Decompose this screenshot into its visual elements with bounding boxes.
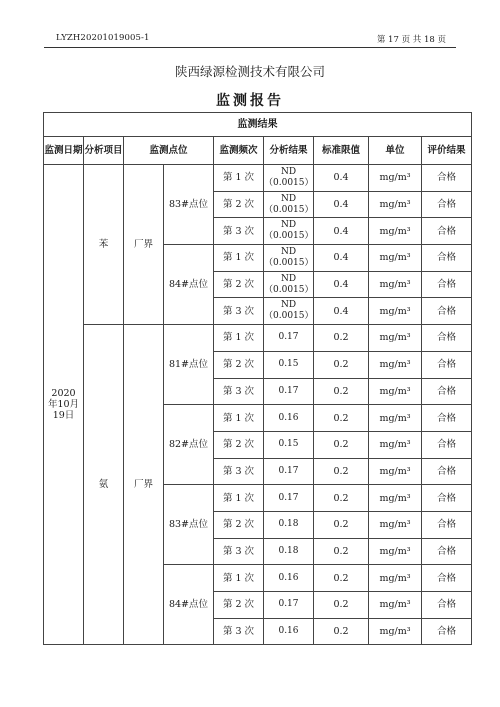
frequency-cell: 第 1 次: [214, 165, 264, 192]
limit-cell: 0.2: [314, 538, 369, 565]
frequency-cell: 第 1 次: [214, 485, 264, 512]
limit-cell: 0.4: [314, 165, 369, 192]
table-row: [44, 325, 472, 352]
result-cell: ND（0.0015）: [264, 218, 314, 245]
unit-cell: mg/m³: [369, 485, 422, 512]
result-cell: 0.16: [264, 618, 314, 645]
limit-cell: 0.4: [314, 218, 369, 245]
evaluation-cell: 合格: [422, 351, 472, 378]
result-cell: ND（0.0015）: [264, 191, 314, 218]
evaluation-cell: 合格: [422, 511, 472, 538]
frequency-cell: 第 3 次: [214, 538, 264, 565]
analysis-item: 苯: [84, 165, 124, 325]
limit-cell: 0.4: [314, 298, 369, 325]
table-row: [44, 165, 472, 192]
frequency-cell: 第 2 次: [214, 271, 264, 298]
monitoring-date: 2020年10月19日: [44, 165, 84, 645]
evaluation-cell: 合格: [422, 271, 472, 298]
evaluation-cell: 合格: [422, 218, 472, 245]
header-divider: [44, 47, 456, 48]
frequency-cell: 第 3 次: [214, 378, 264, 405]
unit-cell: mg/m³: [369, 458, 422, 485]
section-title: 监测结果: [44, 113, 472, 137]
frequency-cell: 第 2 次: [214, 511, 264, 538]
evaluation-cell: 合格: [422, 378, 472, 405]
frequency-cell: 第 1 次: [214, 325, 264, 352]
unit-cell: mg/m³: [369, 245, 422, 272]
boundary-label: 厂界: [124, 325, 164, 645]
limit-cell: 0.2: [314, 458, 369, 485]
result-cell: 0.18: [264, 511, 314, 538]
monitoring-point: 84#点位: [164, 565, 214, 645]
evaluation-cell: 合格: [422, 485, 472, 512]
col-header-item: 分析项目: [84, 137, 124, 165]
evaluation-cell: 合格: [422, 245, 472, 272]
col-header-limit: 标准限值: [314, 137, 369, 165]
evaluation-cell: 合格: [422, 325, 472, 352]
result-cell: 0.17: [264, 485, 314, 512]
evaluation-cell: 合格: [422, 431, 472, 458]
frequency-cell: 第 3 次: [214, 218, 264, 245]
evaluation-cell: 合格: [422, 165, 472, 192]
monitoring-results-table: [43, 112, 472, 645]
monitoring-point: 84#点位: [164, 245, 214, 325]
monitoring-point: 81#点位: [164, 325, 214, 405]
result-cell: 0.15: [264, 351, 314, 378]
monitoring-point: 82#点位: [164, 405, 214, 485]
limit-cell: 0.4: [314, 191, 369, 218]
evaluation-cell: 合格: [422, 538, 472, 565]
page-indicator: 第 17 页 共 18 页: [376, 35, 446, 45]
frequency-cell: 第 3 次: [214, 458, 264, 485]
unit-cell: mg/m³: [369, 165, 422, 192]
unit-cell: mg/m³: [369, 592, 422, 619]
result-cell: 0.17: [264, 325, 314, 352]
result-cell: 0.17: [264, 378, 314, 405]
result-cell: 0.16: [264, 565, 314, 592]
monitoring-point: 83#点位: [164, 165, 214, 245]
company-name: 陕西绿源检测技术有限公司: [174, 64, 325, 79]
col-header-date: 监测日期: [44, 137, 84, 165]
unit-cell: mg/m³: [369, 325, 422, 352]
unit-cell: mg/m³: [369, 405, 422, 432]
unit-cell: mg/m³: [369, 271, 422, 298]
frequency-cell: 第 2 次: [214, 431, 264, 458]
limit-cell: 0.2: [314, 565, 369, 592]
frequency-cell: 第 2 次: [214, 351, 264, 378]
evaluation-cell: 合格: [422, 618, 472, 645]
limit-cell: 0.2: [314, 431, 369, 458]
evaluation-cell: 合格: [422, 592, 472, 619]
limit-cell: 0.2: [314, 618, 369, 645]
limit-cell: 0.2: [314, 325, 369, 352]
col-header-freq: 监测频次: [214, 137, 264, 165]
col-header-point: 监测点位: [124, 137, 214, 165]
evaluation-cell: 合格: [422, 405, 472, 432]
boundary-label: 厂界: [124, 165, 164, 325]
frequency-cell: 第 3 次: [214, 618, 264, 645]
col-header-result: 分析结果: [264, 137, 314, 165]
monitoring-point: 83#点位: [164, 485, 214, 565]
limit-cell: 0.4: [314, 271, 369, 298]
col-header-unit: 单位: [369, 137, 422, 165]
unit-cell: mg/m³: [369, 565, 422, 592]
result-cell: 0.17: [264, 458, 314, 485]
limit-cell: 0.2: [314, 405, 369, 432]
unit-cell: mg/m³: [369, 351, 422, 378]
unit-cell: mg/m³: [369, 431, 422, 458]
report-number: LYZH20201019005-1: [56, 33, 150, 43]
unit-cell: mg/m³: [369, 511, 422, 538]
limit-cell: 0.2: [314, 351, 369, 378]
analysis-item: 氨: [84, 325, 124, 645]
result-cell: 0.17: [264, 592, 314, 619]
frequency-cell: 第 2 次: [214, 191, 264, 218]
frequency-cell: 第 1 次: [214, 405, 264, 432]
result-cell: 0.16: [264, 405, 314, 432]
evaluation-cell: 合格: [422, 298, 472, 325]
unit-cell: mg/m³: [369, 218, 422, 245]
limit-cell: 0.2: [314, 378, 369, 405]
unit-cell: mg/m³: [369, 191, 422, 218]
result-cell: 0.18: [264, 538, 314, 565]
evaluation-cell: 合格: [422, 458, 472, 485]
result-cell: ND（0.0015）: [264, 298, 314, 325]
unit-cell: mg/m³: [369, 618, 422, 645]
result-cell: ND（0.0015）: [264, 165, 314, 192]
frequency-cell: 第 1 次: [214, 245, 264, 272]
result-cell: 0.15: [264, 431, 314, 458]
limit-cell: 0.2: [314, 592, 369, 619]
evaluation-cell: 合格: [422, 565, 472, 592]
limit-cell: 0.2: [314, 485, 369, 512]
result-cell: ND（0.0015）: [264, 271, 314, 298]
limit-cell: 0.2: [314, 511, 369, 538]
report-title: 监测报告: [216, 93, 284, 109]
unit-cell: mg/m³: [369, 378, 422, 405]
result-cell: ND（0.0015）: [264, 245, 314, 272]
frequency-cell: 第 3 次: [214, 298, 264, 325]
unit-cell: mg/m³: [369, 298, 422, 325]
frequency-cell: 第 2 次: [214, 592, 264, 619]
col-header-eval: 评价结果: [422, 137, 472, 165]
frequency-cell: 第 1 次: [214, 565, 264, 592]
limit-cell: 0.4: [314, 245, 369, 272]
evaluation-cell: 合格: [422, 191, 472, 218]
unit-cell: mg/m³: [369, 538, 422, 565]
